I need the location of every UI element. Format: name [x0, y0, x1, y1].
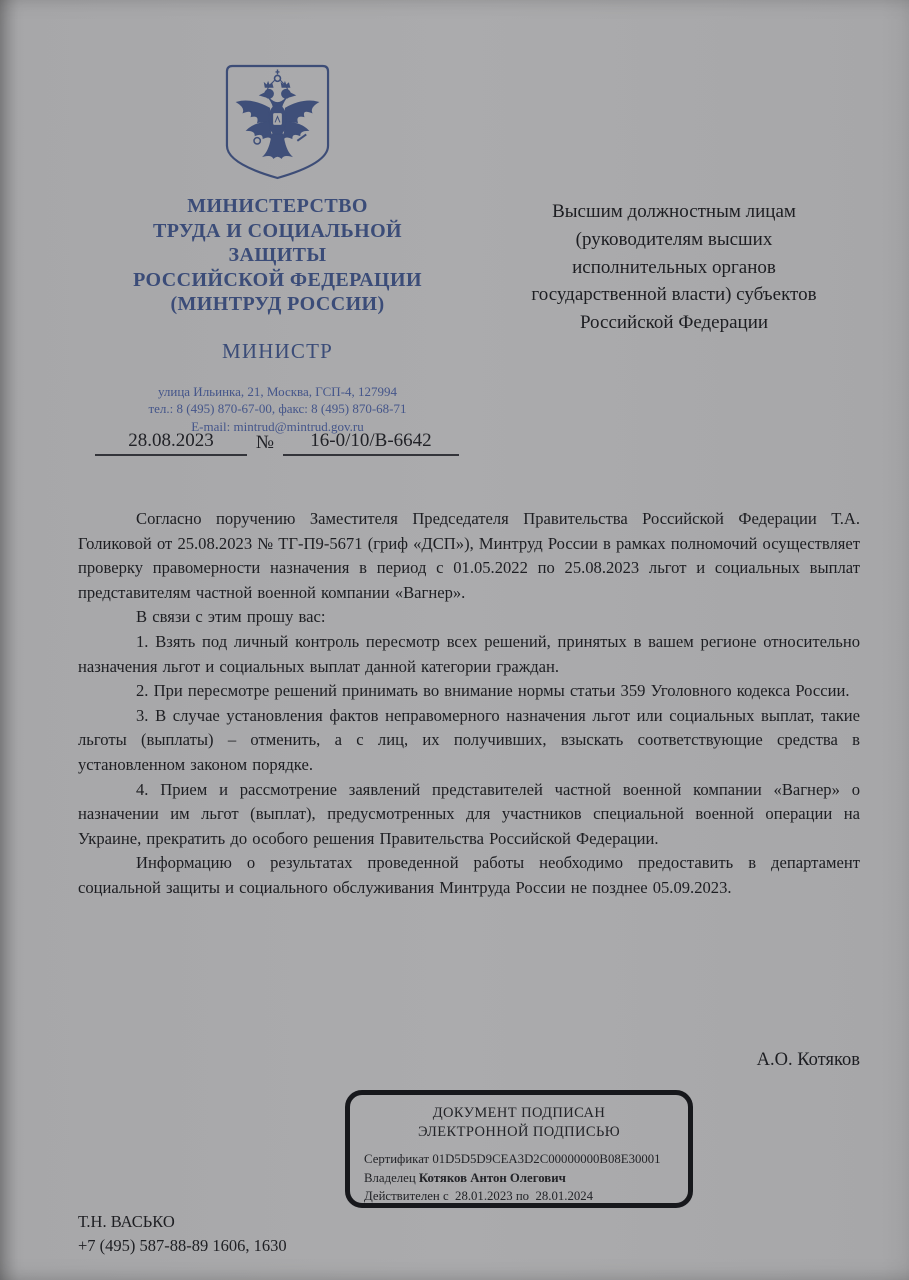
ministry-name-line: ТРУДА И СОЦИАЛЬНОЙ: [152, 219, 403, 242]
executor-contact: [78, 1210, 287, 1257]
ministry-name-line: РОССИЙСКОЙ ФЕДЕРАЦИИ: [133, 268, 422, 291]
recipient-line: Российской Федерации: [579, 312, 769, 334]
body-paragraph: В связи с этим прошу вас:: [136, 607, 326, 627]
executor-phone: +7 (495) 587-88-89 1606, 1630: [78, 1235, 287, 1255]
executor-name: Т.Н. ВАСЬКО: [78, 1212, 175, 1231]
ministry-name-line: МИНИСТЕРСТВО: [187, 195, 368, 217]
stamp-certificate-label: Сертификат: [364, 1152, 433, 1166]
russia-coat-of-arms-icon: [222, 62, 333, 182]
letter-body: [78, 507, 860, 901]
document-date: 28.08.2023: [95, 430, 247, 456]
number-sign: №: [255, 432, 275, 453]
reference-row: [95, 430, 459, 456]
recipient-line: государственной власти) субъектов: [531, 284, 817, 306]
ministry-address-line: тел.: 8 (495) 870-67-00, факс: 8 (495) 870-68-71: [148, 401, 407, 416]
stamp-title-line2: ЭЛЕКТРОННОЙ ПОДПИСЬЮ: [417, 1123, 621, 1140]
stamp-validity: Действителен с 28.01.2023 по 28.01.2024: [364, 1189, 594, 1204]
document-number: 16-0/10/В-6642: [283, 430, 459, 456]
body-paragraph: 2. При пересмотре решений принимать во внимание нормы статьи 359 Уголовного кодекса России.: [136, 681, 850, 701]
ministry-name-line: (МИНТРУД РОССИИ): [170, 293, 385, 315]
stamp-owner-label: Владелец: [364, 1170, 419, 1185]
e-signature-stamp: [345, 1090, 693, 1208]
recipient-line: (руководителям высших: [575, 228, 773, 250]
letterhead: [85, 62, 470, 435]
ministry-address-line: улица Ильинка, 21, Москва, ГСП-4, 127994: [157, 383, 398, 399]
stamp-certificate-value: 01D5D5D9CEA3D2C00000000B08E30001: [432, 1152, 661, 1166]
recipient-line: Высшим должностным лицам: [552, 201, 796, 222]
ministry-address-line: E-mail: mintrud@mintrud.gov.ru: [191, 418, 364, 434]
recipient-block: [478, 198, 870, 337]
ministry-name-line: ЗАЩИТЫ: [228, 244, 327, 266]
stamp-title: [364, 1104, 674, 1141]
body-paragraph: 3. В случае установления фактов неправомерного назначения льгот или социальных выплат, такие льготы (выплаты) – отменить, а с лиц, их получивших, взыскать соответствующие средства в установленном законом порядке.: [78, 705, 860, 774]
recipient-line: исполнительных органов: [572, 256, 776, 278]
stamp-certificate: [364, 1150, 674, 1169]
stamp-owner: [364, 1169, 674, 1188]
body-paragraph: Информацию о результатах проведенной работы необходимо предоставить в департамент социальной защиты и социального обслуживания Минтруда России не позднее 05.09.2023.: [78, 853, 860, 897]
minister-title: МИНИСТР: [221, 338, 334, 363]
stamp-title-line1: ДОКУМЕНТ ПОДПИСАН: [432, 1105, 606, 1121]
stamp-details: [364, 1150, 674, 1206]
ministry-address: [85, 383, 470, 436]
body-paragraph: 1. Взять под личный контроль пересмотр всех решений, принятых в вашем регионе относительно назначения льгот и социальных выплат данной категории граждан.: [78, 631, 860, 676]
body-paragraph: 4. Прием и рассмотрение заявлений представителей частной военной компании «Вагнер» о назначении им льгот (выплат), предусмотренных для участников специальной военной операции на Украине, прекратить до особого решения Правительства Российской Федерации.: [78, 779, 860, 848]
stamp-owner-value: Котяков Антон Олегович: [418, 1170, 566, 1185]
body-paragraph: Согласно поручению Заместителя Председателя Правительства Российской Федерации Т.А. Голиковой от 25.08.2023 № ТГ-П9-5671 (гриф «ДСП»), Минтруд России в рамках полномочий осуществляет проверку правомерности назначения в период с 01.05.2022 по 25.08.2023 льгот и социальных выплат представителям частной военной компании «Вагнер».: [78, 509, 860, 602]
ministry-name: [85, 194, 470, 317]
signatory-name: А.О. Котяков: [756, 1050, 860, 1070]
